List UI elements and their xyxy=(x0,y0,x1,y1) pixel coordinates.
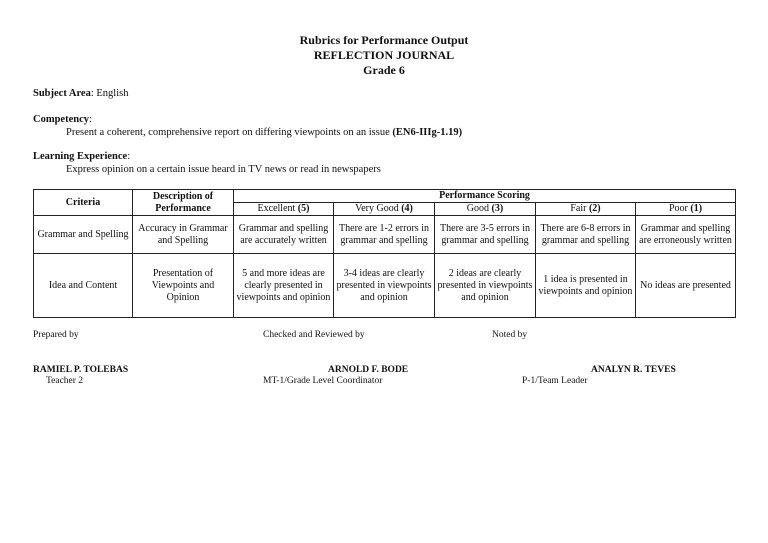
subject-area-label: Subject Area xyxy=(33,88,91,99)
criteria-cell: Grammar and Spelling xyxy=(34,216,133,254)
learning-experience-text: Express opinion on a certain issue heard in TV news or read in newspapers xyxy=(66,164,381,175)
noter-title: P-1/Team Leader xyxy=(522,376,588,386)
level-very-good-header: Very Good (4) xyxy=(334,203,435,216)
document-subtitle: REFLECTION JOURNAL xyxy=(313,48,455,62)
description-header: Description of Performance xyxy=(133,190,234,216)
competency-heading: Competency: xyxy=(33,114,92,125)
criteria-header: Criteria xyxy=(34,190,133,216)
subject-area-line xyxy=(33,88,128,100)
score-cell: Grammar and spelling are accurately written xyxy=(234,216,334,254)
score-cell: 3-4 ideas are clearly presented in viewpoints and opinion xyxy=(334,254,435,318)
competency-text-line xyxy=(66,127,462,139)
document-title: Rubrics for Performance Output xyxy=(299,33,469,47)
noter-name: ANALYN R. TEVES xyxy=(591,365,676,375)
grade-heading: Grade 6 xyxy=(363,63,405,77)
criteria-cell: Idea and Content xyxy=(34,254,133,318)
learning-experience-heading: Learning Experience: xyxy=(33,151,131,162)
reviewer-title: MT-1/Grade Level Coordinator xyxy=(263,376,383,386)
table-header-row xyxy=(34,190,736,203)
performance-scoring-header: Performance Scoring xyxy=(234,190,736,203)
checked-by-label: Checked and Reviewed by xyxy=(263,330,365,340)
score-cell: 1 idea is presented in viewpoints and opinion xyxy=(536,254,636,318)
description-cell: Presentation of Viewpoints and Opinion xyxy=(133,254,234,318)
learning-experience-label: Learning Experience xyxy=(33,151,128,162)
description-cell: Accuracy in Grammar and Spelling xyxy=(133,216,234,254)
score-cell: Grammar and spelling are erroneously written xyxy=(636,216,736,254)
level-good-header: Good (3) xyxy=(435,203,536,216)
prepared-by-label: Prepared by xyxy=(33,330,79,340)
competency-label: Competency xyxy=(33,114,89,125)
competency-code: (EN6-IIIg-1.19) xyxy=(392,127,463,138)
score-cell: 2 ideas are clearly presented in viewpoints and opinion xyxy=(435,254,536,318)
score-cell: No ideas are presented xyxy=(636,254,736,318)
level-excellent-header: Excellent (5) xyxy=(234,203,334,216)
table-row xyxy=(34,216,736,254)
table-row xyxy=(34,254,736,318)
reviewer-name: ARNOLD F. BODE xyxy=(328,365,409,375)
subject-area-value: : English xyxy=(90,88,129,99)
score-cell: There are 3-5 errors in grammar and spelling xyxy=(435,216,536,254)
rubric-table xyxy=(33,189,736,318)
level-fair-header: Fair (2) xyxy=(536,203,636,216)
preparer-title: Teacher 2 xyxy=(46,376,84,386)
score-cell: There are 6-8 errors in grammar and spelling xyxy=(536,216,636,254)
noted-by-label: Noted by xyxy=(492,330,528,340)
competency-text: Present a coherent, comprehensive report on differing viewpoints on an issue xyxy=(66,127,390,138)
level-poor-header: Poor (1) xyxy=(636,203,736,216)
score-cell: There are 1-2 errors in grammar and spelling xyxy=(334,216,435,254)
score-cell: 5 and more ideas are clearly presented in viewpoints and opinion xyxy=(234,254,334,318)
preparer-name: RAMIEL P. TOLEBAS xyxy=(33,365,129,375)
